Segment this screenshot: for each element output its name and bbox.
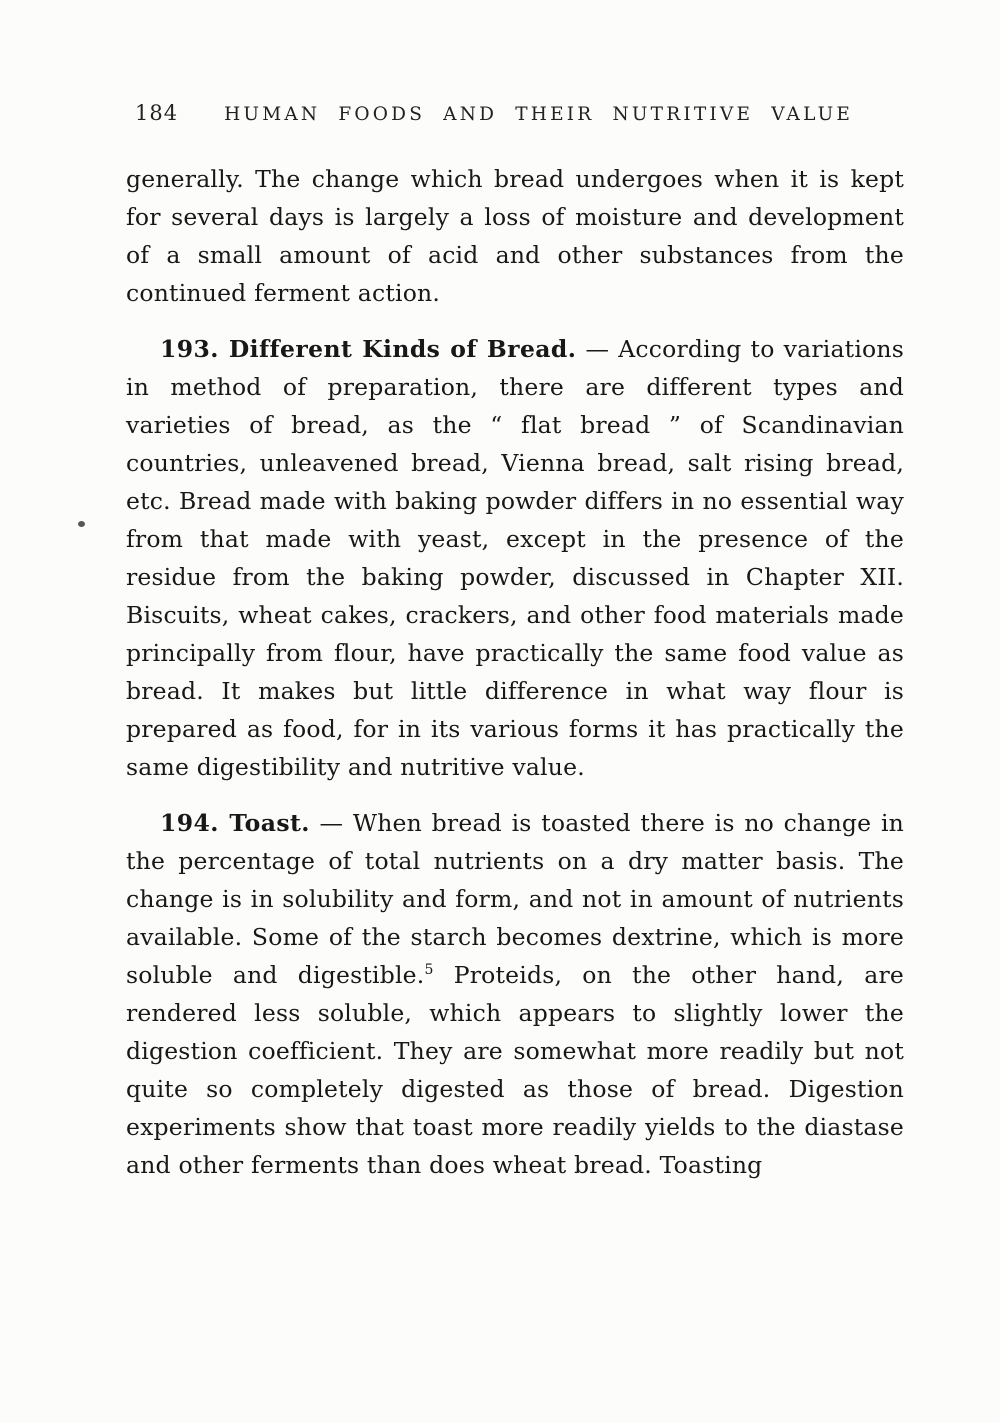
running-title: HUMAN FOODS AND THEIR NUTRITIVE VALUE xyxy=(224,104,854,125)
paragraph-section-194 xyxy=(126,804,904,1184)
paragraph-text: Proteids, on the other hand, are rendered less soluble, which appears to slightly lower the digestion coefficient. They are somewhat more readily but not quite so completely digested as those of bread. Digestion experiments show that toast more readily yields to the diastase and other ferments than does wheat bread. Toasting xyxy=(126,961,904,1179)
paragraph-text: generally. The change which bread undergoes when it is kept for several days is largely a loss of moisture and development of a small amount of acid and other substances from the continued ferment action. xyxy=(126,165,904,307)
footnote-reference: 5 xyxy=(424,962,434,979)
print-artifact-dot xyxy=(78,521,85,527)
body-text xyxy=(126,160,904,1202)
running-header xyxy=(135,101,900,125)
paragraph-section-193 xyxy=(126,330,904,786)
page-number: 184 xyxy=(135,101,179,125)
paragraph-text: — When bread is toasted there is no change in the percentage of total nutrients on a dry matter basis. The change is in solubility and form, and not in amount of nutrients available. Some of the starch becomes dextrine, which is more soluble and digestible. xyxy=(126,809,904,989)
paragraph-continuation xyxy=(126,160,904,312)
section-heading-194: 194. Toast. xyxy=(160,809,310,837)
section-heading-193: 193. Different Kinds of Bread. xyxy=(160,335,577,363)
paragraph-text: — According to variations in method of preparation, there are different types and varieties of bread, as the “ flat bread ” of Scandinavian countries, unleavened bread, Vienna bread, salt rising bread, etc. Bread made with baking powder differs in no essential way from that made with yeast, except in the presence of the residue from the baking powder, discussed in Chapter XII. Biscuits, wheat cakes, crackers, and other food materials made principally from flour, have practically the same food value as bread. It makes but little difference in what way flour is prepared as food, for in its various forms it has practically the same digestibility and nutritive value. xyxy=(126,335,904,781)
